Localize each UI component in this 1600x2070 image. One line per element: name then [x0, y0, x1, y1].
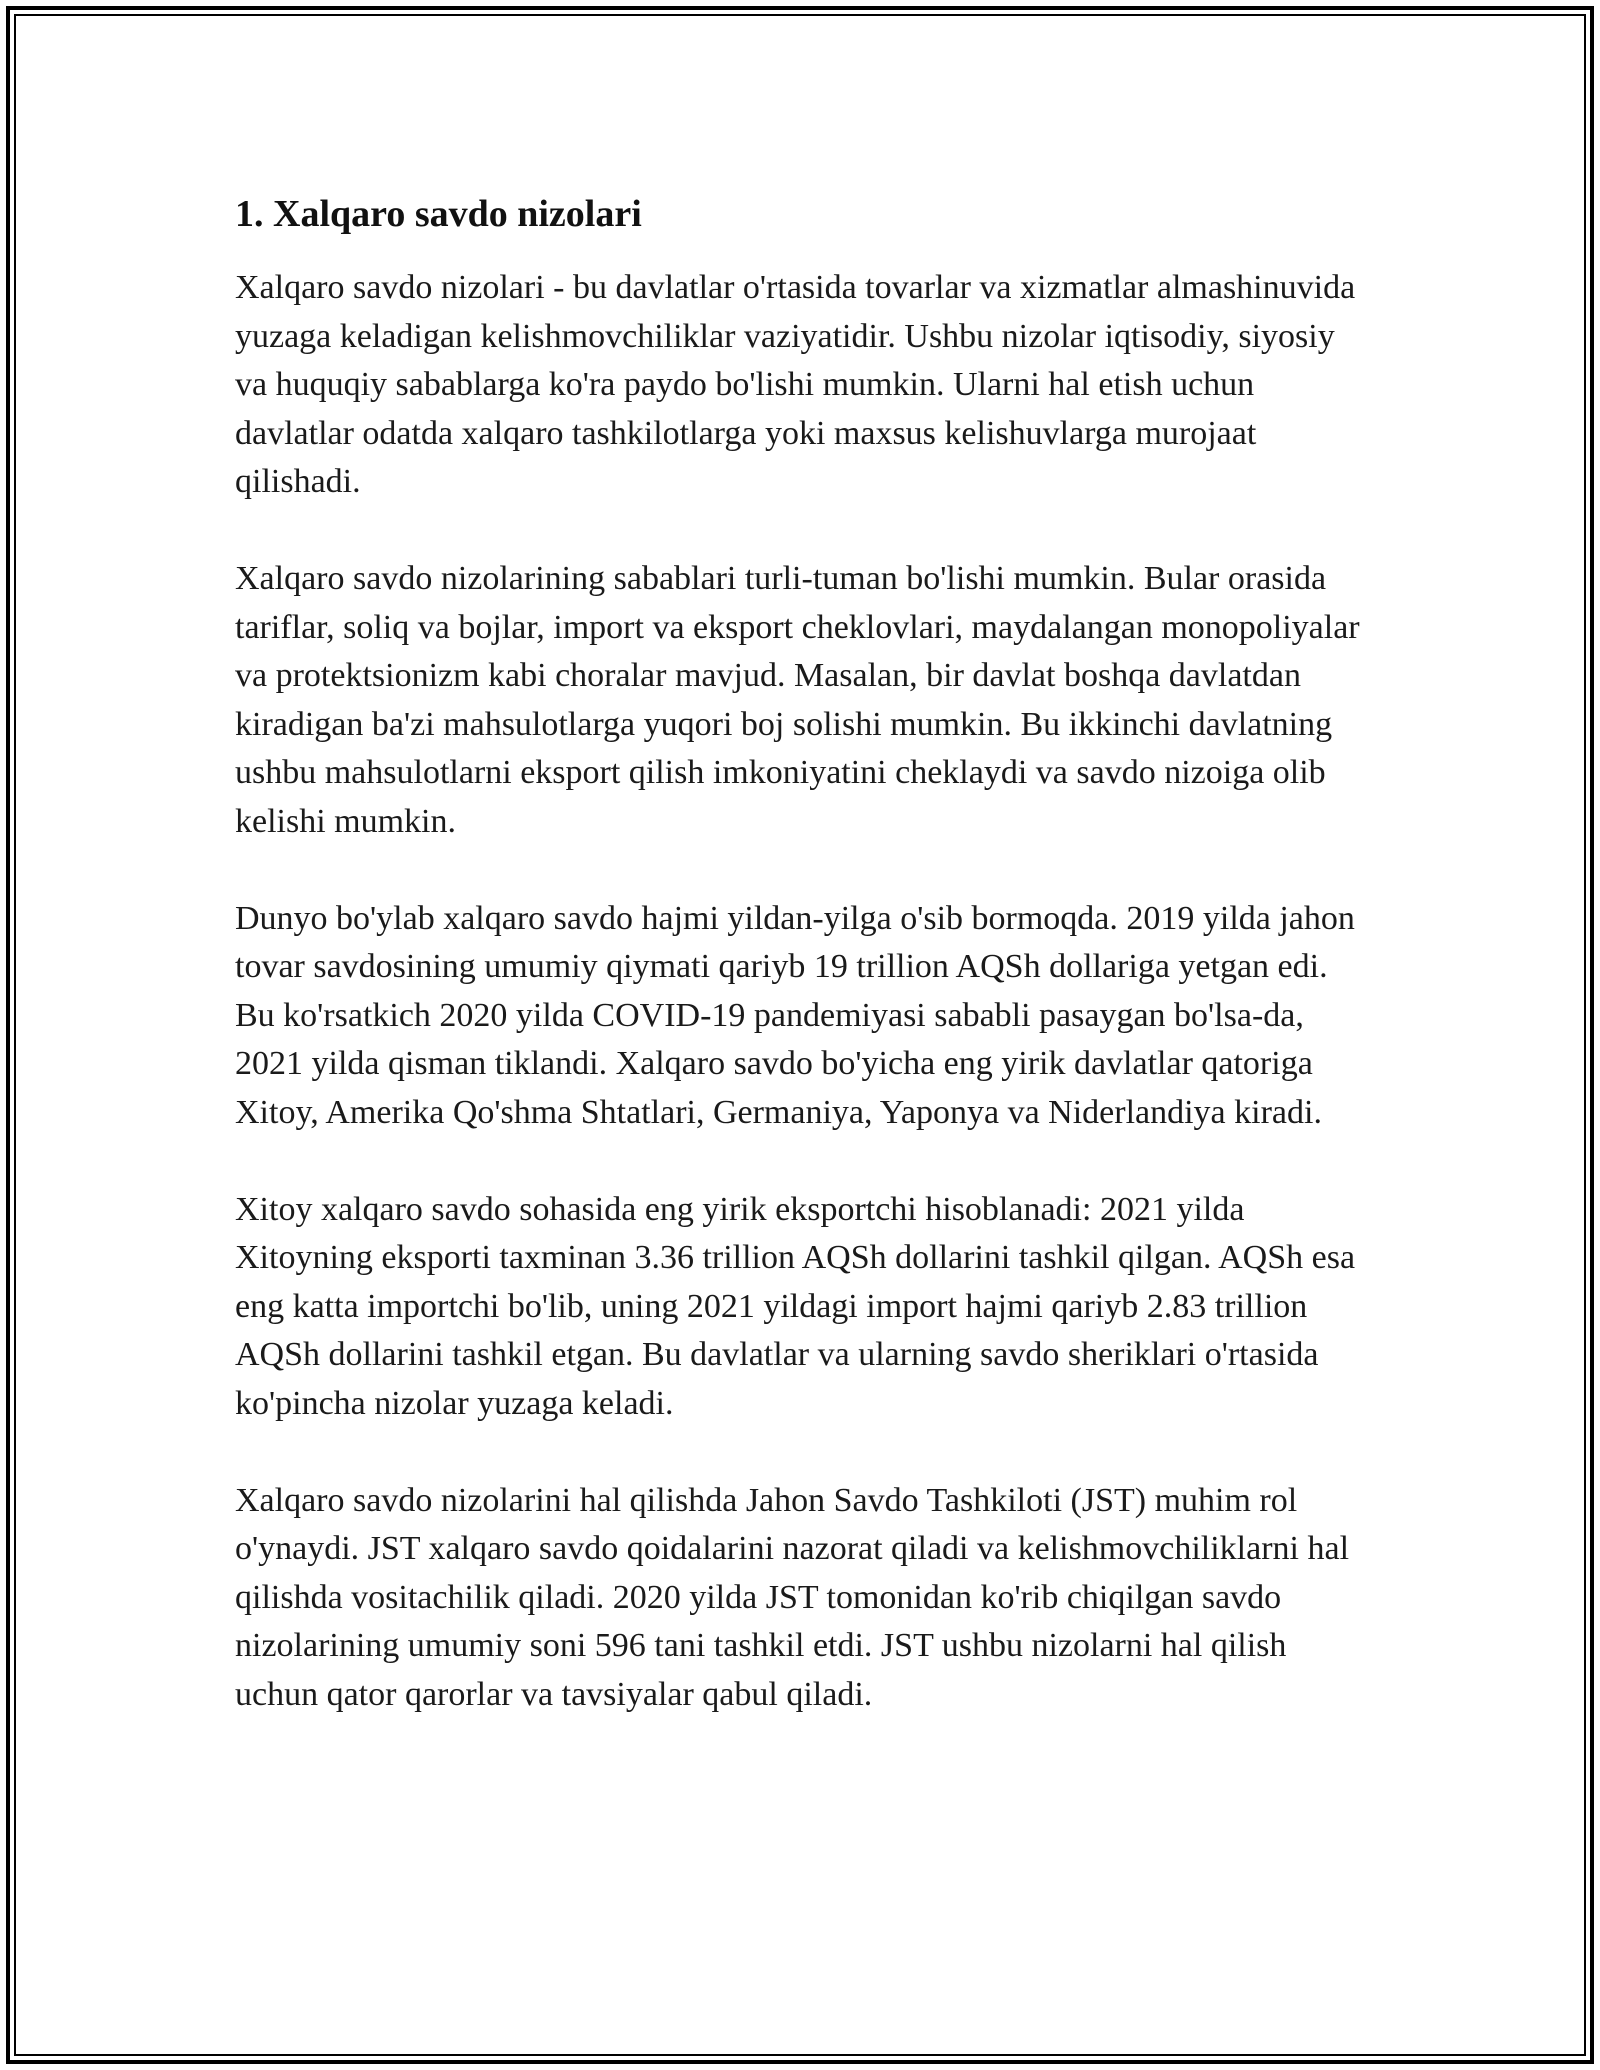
section-heading: 1. Xalqaro savdo nizolari — [235, 193, 642, 235]
document-body — [235, 190, 1375, 1719]
paragraph-5: Xalqaro savdo nizolarini hal qilishda Jahon Savdo Tashkiloti (JST) muhim rol o'ynaydi. JST xalqaro savdo qoidalarini nazorat qiladi va kelishmovchiliklarni hal qilishda vositachilik qiladi. 2020 yilda JST tomonidan ko'rib chiqilgan savdo nizolarining umumiy soni 596 tani tashkil etdi. JST ushbu nizolarni hal qilish uchun qator qarorlar va tavsiyalar qabul qiladi. — [235, 1481, 1350, 1713]
paragraph-3: Dunyo bo'ylab xalqaro savdo hajmi yildan-yilga o'sib bormoqda. 2019 yilda jahon tovar savdosining umumiy qiymati qariyb 19 trillion AQSh dollariga yetgan edi. Bu ko'rsatkich 2020 yilda COVID-19 pandemiyasi sababli pasaygan bo'lsa-da, 2021 yilda qisman tiklandi. Xalqaro savdo bo'yicha eng yirik davlatlar qatoriga Xitoy, Amerika Qo'shma Shtatlari, Germaniya, Yaponya va Niderlandiya kiradi. — [235, 899, 1355, 1131]
paragraph-1: Xalqaro savdo nizolari - bu davlatlar o'rtasida tovarlar va xizmatlar almashinuvida yuzaga keladigan kelishmovchiliklar vaziyatidir. Ushbu nizolar iqtisodiy, siyosiy va huquqiy sabablarga ko'ra paydo bo'lishi mumkin. Ularni hal etish uchun davlatlar odatda xalqaro tashkilotlarga yoki maxsus kelishuvlarga murojaat qilishadi. — [235, 269, 1356, 500]
paragraph-4: Xitoy xalqaro savdo sohasida eng yirik eksportchi hisoblanadi: 2021 yilda Xitoyning eksporti taxminan 3.36 trillion AQSh dollarini tashkil qilgan. AQSh esa eng katta importchi bo'lib, uning 2021 yildagi import hajmi qariyb 2.83 trillion AQSh dollarini tashkil etgan. Bu davlatlar va ularning savdo sheriklari o'rtasida ko'pincha nizolar yuzaga keladi. — [235, 1190, 1356, 1422]
paragraph-2: Xalqaro savdo nizolarining sabablari turli-tuman bo'lishi mumkin. Bular orasida tariflar, soliq va bojlar, import va eksport cheklovlari, maydalangan monopoliyalar va protektsionizm kabi choralar mavjud. Masalan, bir davlat boshqa davlatdan kiradigan ba'zi mahsulotlarga yuqori boj solishi mumkin. Bu ikkinchi davlatning ushbu mahsulotlarni eksport qilish imkoniyatini cheklaydi va savdo nizoiga olib kelishi mumkin. — [235, 560, 1360, 840]
